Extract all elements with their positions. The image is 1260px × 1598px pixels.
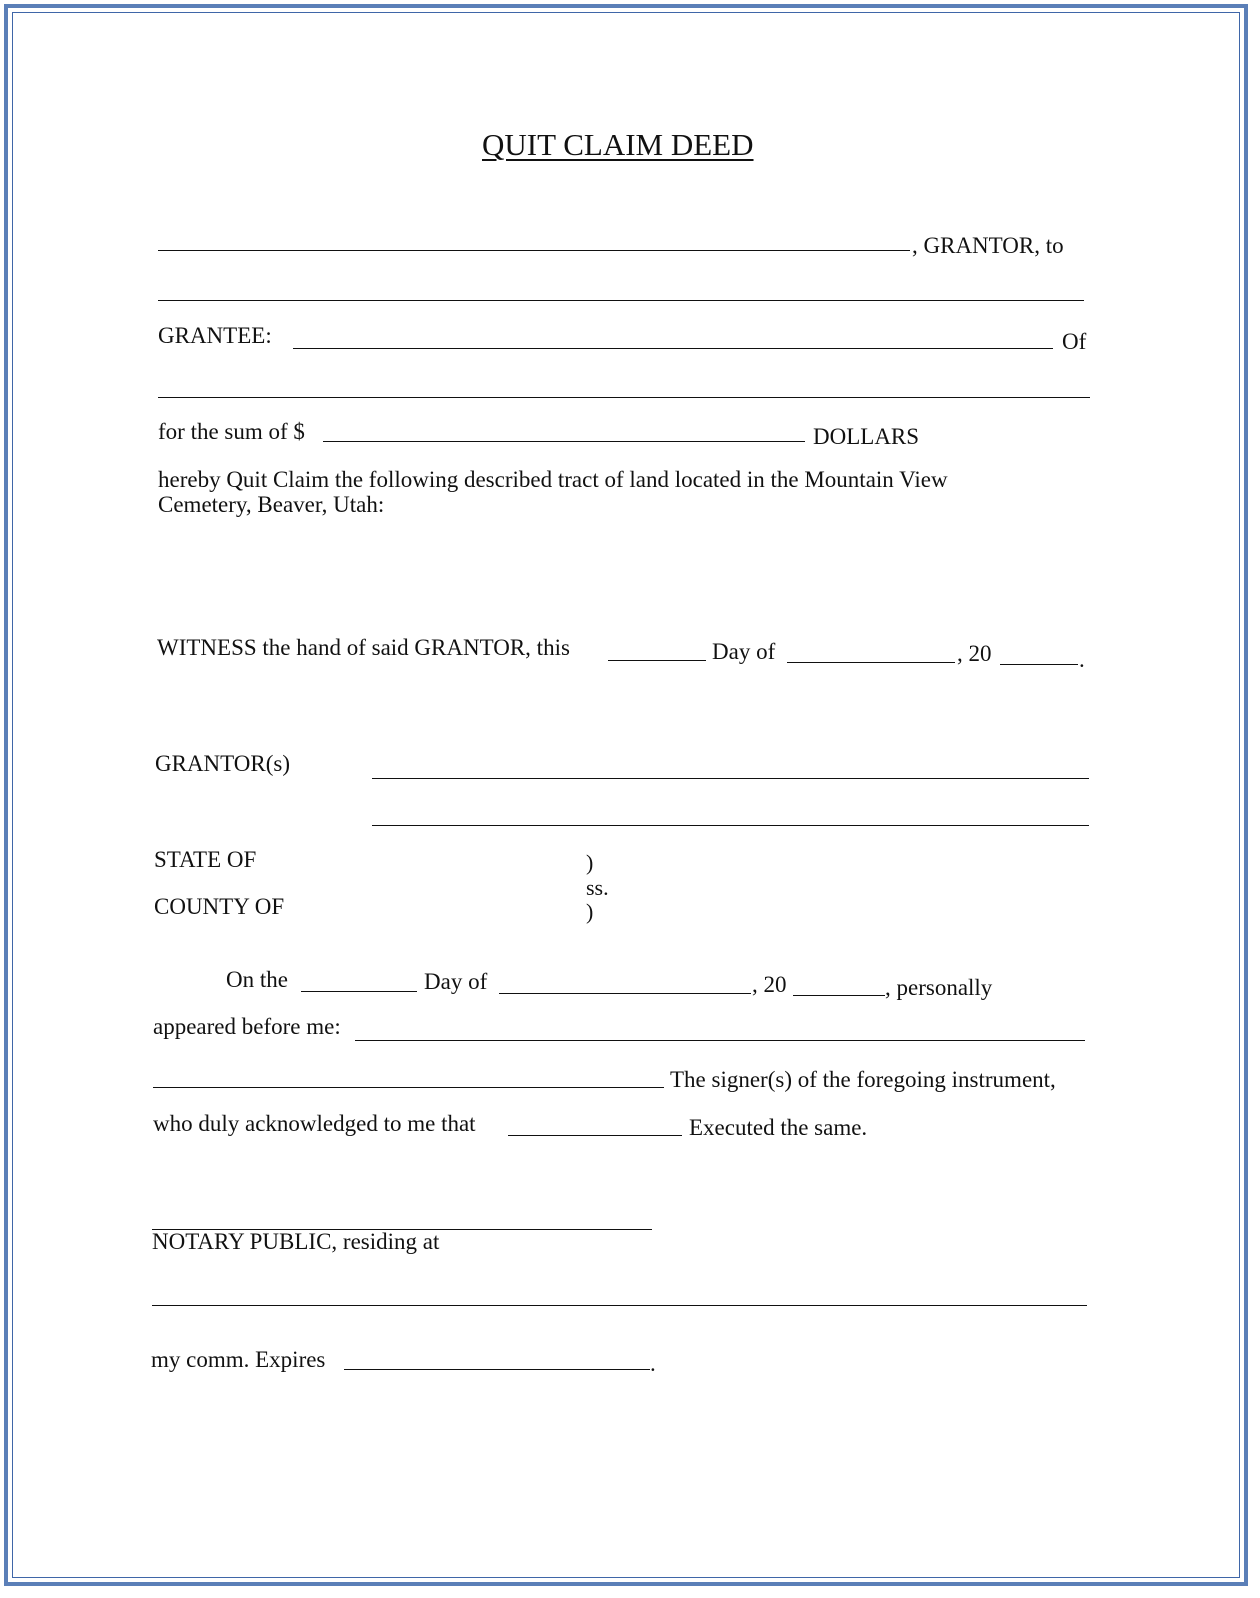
dollars-label: DOLLARS (813, 424, 920, 449)
grantor-suffix-label: , GRANTOR, to (912, 233, 1064, 258)
grantor-signature-line-1[interactable] (372, 778, 1089, 779)
grantee-address-line[interactable] (158, 397, 1090, 398)
witness-day-of-label: Day of (712, 639, 776, 664)
grantors-label: GRANTOR(s) (155, 751, 291, 776)
witness-day-line[interactable] (608, 660, 706, 661)
ss-label: ss. (586, 875, 609, 900)
grantee-label: GRANTEE: (158, 323, 272, 348)
witness-text: WITNESS the hand of said GRANTOR, this (157, 635, 570, 660)
county-of-label: COUNTY OF (154, 894, 285, 919)
acknowledged-name-line[interactable] (508, 1135, 682, 1136)
personally-label: , personally (885, 975, 993, 1000)
on-the-label: On the (226, 967, 288, 992)
witness-year-prefix: , 20 (957, 641, 992, 666)
description-line-1: hereby Quit Claim the following described tract of land located in the Mountain View (158, 467, 948, 492)
grantee-name-line[interactable] (293, 348, 1053, 349)
grantor-signature-line-2[interactable] (372, 825, 1089, 826)
notary-day-line[interactable] (301, 991, 417, 992)
witness-month-line[interactable] (787, 662, 955, 663)
appeared-name-line[interactable] (355, 1040, 1085, 1041)
comm-expires-label: my comm. Expires (151, 1347, 326, 1372)
signers-text: The signer(s) of the foregoing instrument, (670, 1067, 1056, 1092)
bracket-top: ) (586, 850, 594, 875)
notary-residence-line[interactable] (152, 1305, 1087, 1306)
notary-year-line[interactable] (793, 995, 885, 996)
witness-period: . (1079, 647, 1085, 672)
sum-label: for the sum of $ (158, 419, 305, 444)
comm-period: . (650, 1351, 656, 1376)
comm-expires-line[interactable] (344, 1369, 650, 1370)
witness-year-line[interactable] (1000, 664, 1078, 665)
of-label: Of (1062, 329, 1087, 354)
document-title: QUIT CLAIM DEED (482, 127, 754, 162)
signer-name-line[interactable] (153, 1087, 664, 1088)
sum-amount-line[interactable] (323, 441, 805, 442)
notary-year-prefix: , 20 (752, 972, 787, 997)
notary-public-label: NOTARY PUBLIC, residing at (152, 1229, 440, 1254)
grantor-name-line[interactable] (158, 250, 910, 251)
acknowledged-text: who duly acknowledged to me that (153, 1111, 476, 1136)
description-line-2: Cemetery, Beaver, Utah: (158, 492, 385, 517)
bracket-bottom: ) (586, 899, 594, 924)
grantor-address-line[interactable] (158, 300, 1084, 301)
appeared-before-label: appeared before me: (153, 1014, 341, 1039)
notary-day-of-label: Day of (424, 969, 488, 994)
notary-month-line[interactable] (499, 993, 751, 994)
executed-text: Executed the same. (689, 1115, 868, 1140)
state-of-label: STATE OF (154, 847, 257, 872)
